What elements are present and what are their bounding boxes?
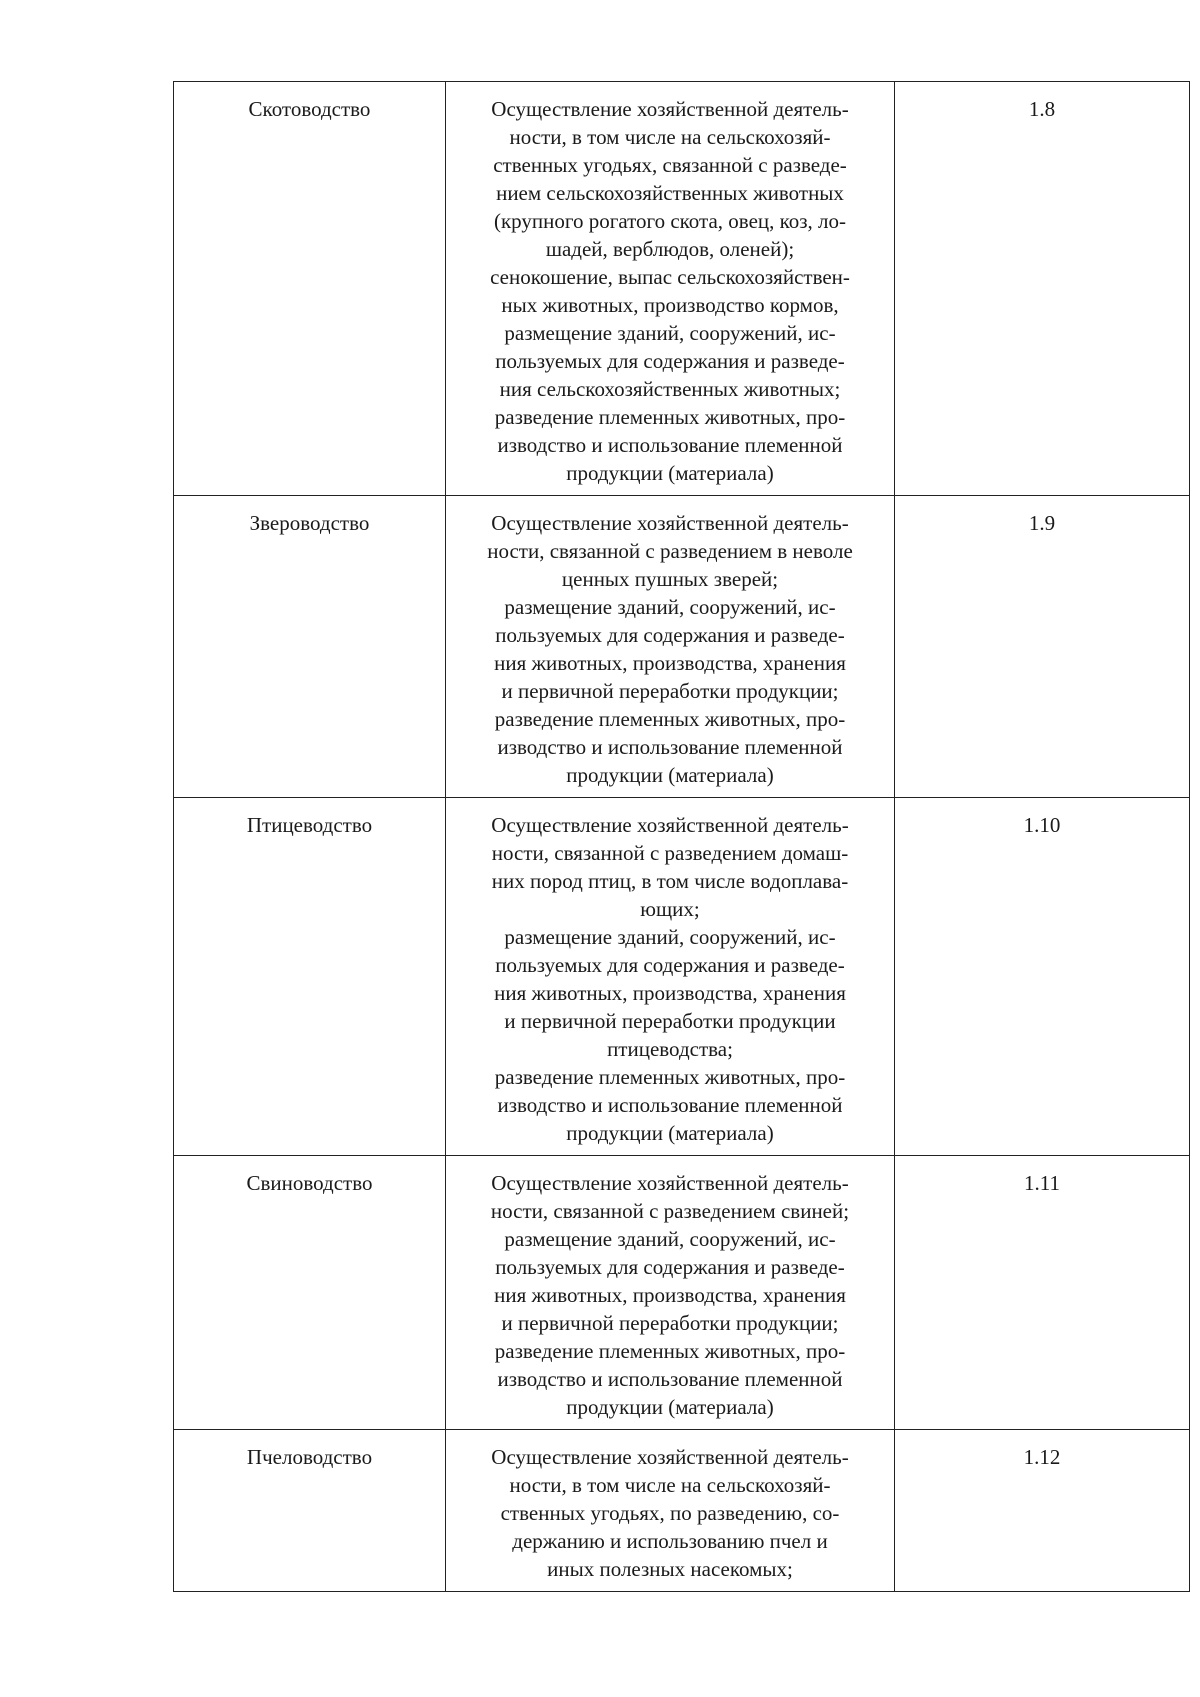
table-row: [174, 496, 1190, 798]
description-line: ния животных, производства, хранения: [494, 651, 846, 675]
description-line: изводство и использование племенной: [497, 735, 843, 759]
description-line: Осуществление хозяйственной деятель-: [491, 1171, 849, 1195]
description-line: ности, в том числе на сельскохозяй-: [509, 1473, 831, 1497]
description-line: Осуществление хозяйственной деятель-: [491, 1445, 849, 1469]
description-line: нием сельскохозяйственных животных: [496, 181, 844, 205]
description-line: ности, в том числе на сельскохозяй-: [509, 125, 831, 149]
description-line: изводство и использование племенной: [497, 1367, 843, 1391]
description-line: держанию и использованию пчел и: [512, 1529, 828, 1553]
description-line: (крупного рогатого скота, овец, коз, ло-: [493, 209, 847, 233]
description-line: сенокошение, выпас сельскохозяйствен-: [490, 265, 850, 289]
land-use-description: [446, 798, 895, 1156]
land-use-description: [446, 1430, 895, 1592]
description-line: птицеводства;: [607, 1037, 733, 1061]
table-row: [174, 1156, 1190, 1430]
land-use-code: 1.8: [895, 82, 1190, 496]
land-use-table: [173, 81, 1190, 1592]
description-line: пользуемых для содержания и разведе-: [495, 349, 845, 373]
description-line: пользуемых для содержания и разведе-: [495, 953, 845, 977]
description-line: продукции (материала): [566, 763, 774, 787]
description-line: и первичной переработки продукции: [504, 1009, 836, 1033]
land-use-description: [446, 1156, 895, 1430]
description-line: ственных угодьях, по разведению, со-: [500, 1501, 840, 1525]
description-line: ности, связанной с разведением свиней;: [490, 1199, 850, 1223]
description-line: изводство и использование племенной: [497, 1093, 843, 1117]
description-line: ценных пушных зверей;: [561, 567, 779, 591]
description-line: размещение зданий, сооружений, ис-: [504, 595, 836, 619]
description-line: продукции (материала): [566, 1121, 774, 1145]
land-use-type-name: Скотоводство: [174, 82, 446, 496]
description-line: ния сельскохозяйственных животных;: [499, 377, 841, 401]
description-line: продукции (материала): [566, 461, 774, 485]
land-use-description: [446, 82, 895, 496]
description-line: и первичной переработки продукции;: [501, 679, 839, 703]
land-use-type-name: Звероводство: [174, 496, 446, 798]
land-use-code: 1.9: [895, 496, 1190, 798]
land-use-description: [446, 496, 895, 798]
description-line: изводство и использование племенной: [497, 433, 843, 457]
description-line: разведение племенных животных, про-: [494, 1339, 846, 1363]
description-line: разведение племенных животных, про-: [494, 707, 846, 731]
description-line: разведение племенных животных, про-: [494, 1065, 846, 1089]
description-line: Осуществление хозяйственной деятель-: [491, 511, 849, 535]
description-line: разведение племенных животных, про-: [494, 405, 846, 429]
description-line: ных животных, производство кормов,: [501, 293, 839, 317]
description-line: Осуществление хозяйственной деятель-: [491, 97, 849, 121]
description-line: ности, связанной с разведением в неволе: [487, 539, 853, 563]
description-line: размещение зданий, сооружений, ис-: [504, 1227, 836, 1251]
land-use-code: 1.10: [895, 798, 1190, 1156]
land-use-type-name: Птицеводство: [174, 798, 446, 1156]
land-use-type-name: Пчеловодство: [174, 1430, 446, 1592]
description-line: ственных угодьях, связанной с разведе-: [493, 153, 847, 177]
description-line: шадей, верблюдов, оленей);: [545, 237, 795, 261]
table-body: [174, 82, 1190, 1592]
table-row: [174, 82, 1190, 496]
description-line: ния животных, производства, хранения: [494, 1283, 846, 1307]
land-use-code: 1.12: [895, 1430, 1190, 1592]
description-line: ющих;: [640, 897, 700, 921]
description-line: размещение зданий, сооружений, ис-: [504, 321, 836, 345]
table-row: [174, 1430, 1190, 1592]
table-row: [174, 798, 1190, 1156]
description-line: них пород птиц, в том числе водоплава-: [491, 869, 849, 893]
description-line: ности, связанной с разведением домаш-: [491, 841, 849, 865]
description-line: Осуществление хозяйственной деятель-: [491, 813, 849, 837]
description-line: и первичной переработки продукции;: [501, 1311, 839, 1335]
description-line: пользуемых для содержания и разведе-: [495, 623, 845, 647]
description-line: продукции (материала): [566, 1395, 774, 1419]
description-line: ния животных, производства, хранения: [494, 981, 846, 1005]
land-use-type-name: Свиноводство: [174, 1156, 446, 1430]
land-use-code: 1.11: [895, 1156, 1190, 1430]
description-line: размещение зданий, сооружений, ис-: [504, 925, 836, 949]
description-line: иных полезных насекомых;: [547, 1557, 793, 1581]
description-line: пользуемых для содержания и разведе-: [495, 1255, 845, 1279]
